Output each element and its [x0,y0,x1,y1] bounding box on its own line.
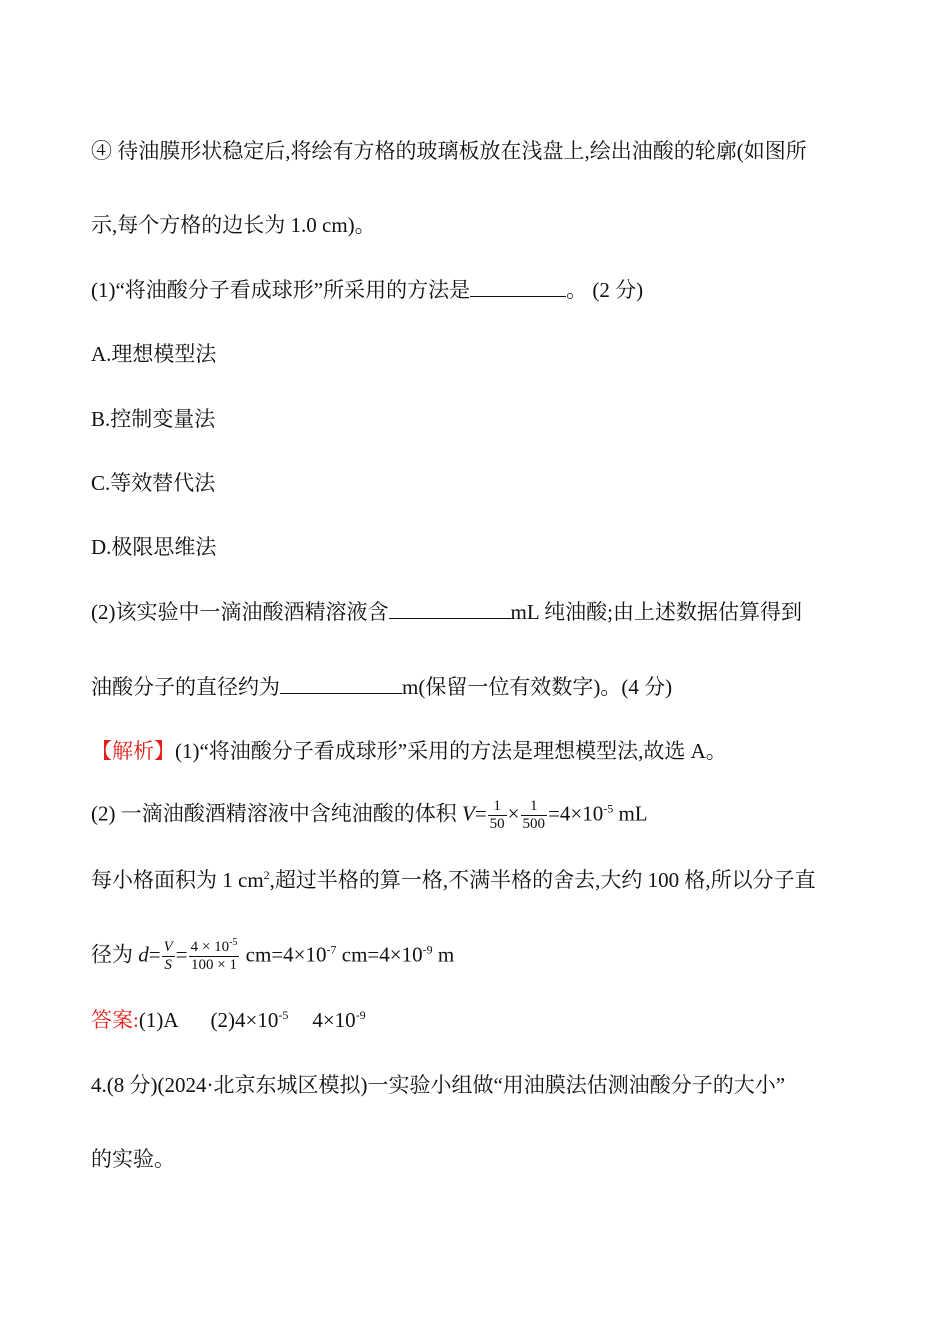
option-b: B.控制变量法 [91,407,216,431]
result-cm-2: cm=4×10 [336,942,423,967]
analysis-line4 [91,939,454,974]
answer-tag: 答案: [91,1008,139,1032]
fraction-1-500 [521,798,548,833]
exponent: -5 [278,1008,289,1022]
times-sign: × [507,801,520,826]
exponent: -5 [603,801,614,816]
volume-variable: V [462,801,475,826]
question2-line1 [91,598,802,626]
question2-blank-diameter [280,673,402,694]
fraction-numerator: V [163,939,173,955]
fraction-denominator: 100 × 1 [191,957,237,973]
answer-1: (1)A [138,1008,179,1032]
area-text-rest: ,超过半格的算一格,不满半格的舍去,大约 100 格,所以分子直 [269,868,816,892]
step4-line2: 示,每个方格的边长为 1.0 cm)。 [91,213,376,237]
exponent: 2 [263,868,270,882]
question2-text-b: mL 纯油酸;由上述数据估算得到 [510,600,802,624]
diameter-variable: d [138,942,149,967]
fraction-denominator: 50 [489,816,505,832]
volume-result: =4×10 [548,801,604,826]
result-cm-1: cm=4×10 [240,942,327,967]
question2-text-a: (2)该实验中一滴油酸酒精溶液含 [91,600,389,624]
fraction-v-over-s [162,939,175,974]
option-c: C.等效替代法 [91,471,216,495]
question4-line2: 的实验。 [91,1147,175,1171]
area-text: 每小格面积为 1 cm [91,868,264,892]
analysis-tag: 【解析】 [91,739,175,763]
analysis-line1 [91,737,727,765]
answer-line [91,1006,366,1034]
question1-stem [91,276,643,304]
exponent: -5 [229,937,238,948]
fraction-numeric [189,939,240,974]
equals-sign: = [474,801,487,826]
question2-line2 [91,673,672,701]
answer-2: (2)4×10 [210,1008,279,1032]
question1-blank [470,276,566,297]
question2-text-d: m(保留一位有效数字)。(4 分) [402,675,673,699]
option-a: A.理想模型法 [91,342,217,366]
equals-sign: = [148,942,161,967]
fraction-numerator: 1 [488,798,507,816]
analysis-part2-text: (2) 一滴油酸酒精溶液中含纯油酸的体积 [91,801,462,826]
fraction-1-50 [488,798,507,833]
answer-3: 4×10 [312,1008,356,1032]
result-unit: m [432,942,455,967]
volume-unit: mL [613,801,648,826]
analysis-part1: (1)“将油酸分子看成球形”采用的方法是理想模型法,故选 A。 [175,739,727,763]
exponent: -7 [326,942,337,957]
numerator-base: 4 × 10 [190,939,230,955]
option-d: D.极限思维法 [91,535,217,559]
analysis-line2 [91,798,648,833]
step4-line1: ④ 待油膜形状稳定后,将绘有方格的玻璃板放在浅盘上,绘出油酸的轮廓(如图所 [91,139,807,163]
equals-sign: = [175,942,188,967]
question1-stem-text: (1)“将油酸分子看成球形”所采用的方法是 [91,278,471,302]
fraction-denominator: S [164,957,172,973]
exponent: -9 [422,942,433,957]
question2-text-c: 油酸分子的直径约为 [91,675,280,699]
diameter-text: 径为 [91,942,139,967]
fraction-denominator: 500 [522,816,546,832]
question2-blank-volume [389,598,511,619]
fraction-numerator [189,939,240,957]
exponent: -9 [355,1008,366,1022]
question4-line1: 4.(8 分)(2024·北京东城区模拟)一实验小组做“用油膜法估测油酸分子的大小” [91,1073,786,1097]
analysis-line3 [91,866,816,894]
fraction-numerator: 1 [521,798,548,816]
question1-score: 。 (2 分) [566,278,644,302]
